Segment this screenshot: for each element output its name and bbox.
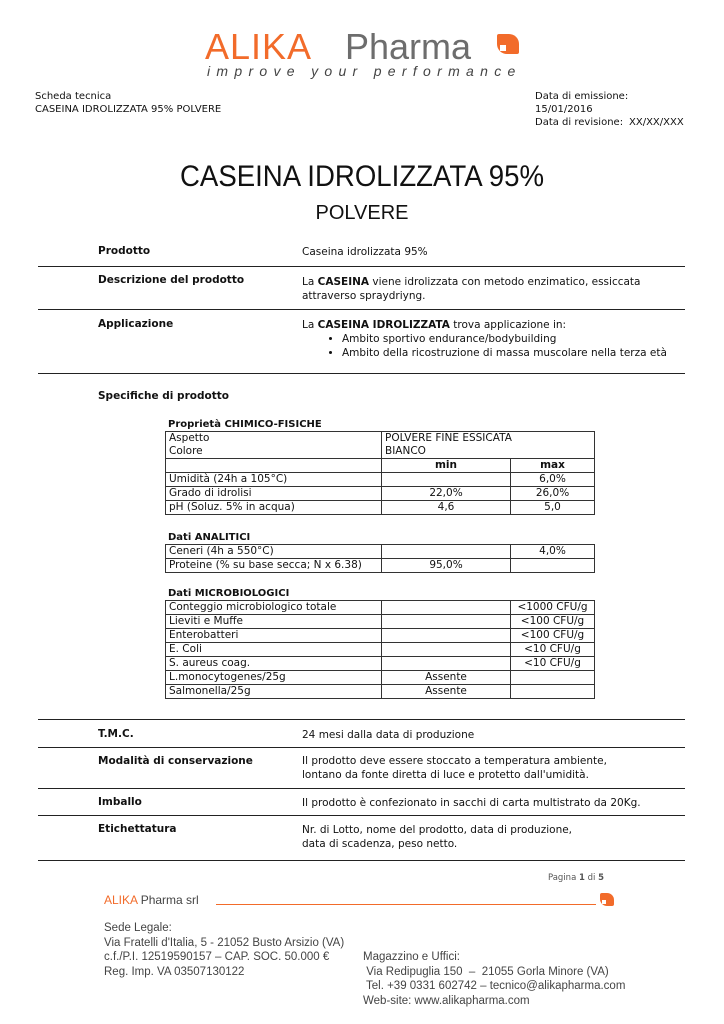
table-cell: Enterobatteri <box>166 629 382 643</box>
etichettatura-label: Etichettatura <box>98 823 177 835</box>
table-cell: Salmonella/25g <box>166 685 382 699</box>
emission-label: Data di emissione: <box>535 91 629 102</box>
revision-label: Data di revisione: <box>535 117 624 128</box>
table-cell <box>382 615 511 629</box>
divider <box>38 309 685 310</box>
footer-rule <box>216 904 596 905</box>
table-cell: 5,0 <box>511 501 595 515</box>
text <box>535 90 685 116</box>
page-title: CASEINA IDROLIZZATA 95% <box>179 160 545 193</box>
logo-brand: ALIKA <box>205 26 313 67</box>
text <box>535 116 685 129</box>
logo-tagline: improve your performance <box>207 63 522 79</box>
table-cell: 6,0% <box>511 473 595 487</box>
table-cell: Assente <box>382 685 511 699</box>
tmc-value: 24 mesi dalla data di produzione <box>302 729 475 741</box>
table-cell <box>166 432 382 459</box>
list-item: • Ambito sportivo endurance/bodybuilding <box>342 332 702 346</box>
chimico-title: Proprietà CHIMICO-FISICHE <box>168 419 322 430</box>
text: Aspetto <box>169 432 210 444</box>
table-cell: Umidità (24h a 105°C) <box>166 473 382 487</box>
table-row <box>166 629 595 643</box>
text: La <box>302 276 318 288</box>
analitici-table <box>165 544 595 573</box>
text <box>302 318 702 332</box>
text: La <box>302 319 318 331</box>
applicazione-label: Applicazione <box>98 318 174 330</box>
etichettatura-value <box>302 823 682 851</box>
imballo-label: Imballo <box>98 796 142 808</box>
text: Colore <box>169 445 203 457</box>
text: Nr. di Lotto, nome del prodotto, data di produzione, <box>302 824 573 836</box>
table-cell: Lieviti e Muffe <box>166 615 382 629</box>
chimico-table <box>165 431 595 515</box>
divider <box>38 719 685 720</box>
text: 5 <box>598 873 604 883</box>
text: 1 <box>578 873 585 883</box>
descrizione-label: Descrizione del prodotto <box>98 274 245 286</box>
applicazione-value <box>302 318 702 360</box>
text <box>166 432 595 459</box>
text <box>500 45 506 51</box>
divider <box>38 266 685 267</box>
table-cell: E. Coli <box>166 643 382 657</box>
table-cell: 4,6 <box>382 501 511 515</box>
table-cell <box>511 459 595 473</box>
table-row <box>166 657 595 671</box>
table-row <box>166 473 595 487</box>
table-cell: 4,0% <box>511 545 595 559</box>
conservazione-value <box>302 754 682 782</box>
text: Sede Legale: <box>104 922 172 934</box>
prodotto-value: Caseina idrolizzata 95% <box>302 246 428 258</box>
text <box>602 900 606 904</box>
page-number <box>520 873 604 883</box>
table-cell <box>166 459 382 473</box>
micro-table <box>165 600 595 699</box>
text: trova applicazione in: <box>449 319 567 331</box>
descrizione-value <box>302 275 662 303</box>
table-cell: Grado di idrolisi <box>166 487 382 501</box>
table-cell <box>382 473 511 487</box>
specifiche-heading: Specifiche di prodotto <box>98 390 229 402</box>
divider <box>38 747 685 748</box>
text: POLVERE FINE ESSICATA <box>385 432 512 444</box>
text: Via Fratelli d'Italia, 5 - 21052 Busto Arsizio (VA) <box>104 936 345 949</box>
text: ALIKA <box>104 893 138 907</box>
table-cell <box>382 601 511 615</box>
micro-title: Dati MICROBIOLOGICI <box>168 588 290 599</box>
table-cell: Ceneri (4h a 550°C) <box>166 545 382 559</box>
page-subtitle: POLVERE <box>315 202 409 224</box>
table-cell: 22,0% <box>382 487 511 501</box>
table-row <box>166 559 595 573</box>
footer-magazzino <box>363 921 625 1023</box>
table-row <box>166 545 595 559</box>
table-cell: 26,0% <box>511 487 595 501</box>
list-item: • Ambito della ricostruzione di massa muscolare nella terza età <box>342 346 702 360</box>
logo-leaf-icon <box>497 34 519 54</box>
tmc-label: T.M.C. <box>98 728 134 740</box>
text: di <box>584 873 599 883</box>
footer-leaf-icon <box>600 893 614 906</box>
divider <box>38 815 685 816</box>
table-cell: <100 CFU/g <box>511 615 595 629</box>
text: Web-site: www.alikapharma.com <box>363 994 530 1007</box>
text: Pagina <box>547 873 579 883</box>
text: Via Redipuglia 150 – 21055 Gorla Minore (VA) <box>363 965 609 978</box>
table-cell <box>382 432 595 459</box>
table-row <box>166 615 595 629</box>
table-row <box>166 685 595 699</box>
table-cell: Conteggio microbiologico totale <box>166 601 382 615</box>
footer-sede-legale <box>104 921 344 979</box>
table-cell: L.monocytogenes/25g <box>166 671 382 685</box>
table-cell <box>511 559 595 573</box>
doc-product: CASEINA IDROLIZZATA 95% POLVERE <box>35 104 222 115</box>
text: Reg. Imp. VA 03507130122 <box>104 965 245 978</box>
revision-date: XX/XX/XXX <box>629 117 684 128</box>
text: c.f./P.I. 12519590157 – CAP. SOC. 50.000 € <box>104 951 330 963</box>
table-cell: pH (Soluz. 5% in acqua) <box>166 501 382 515</box>
prodotto-label: Prodotto <box>98 245 151 257</box>
emission-date: 15/01/2016 <box>535 104 593 115</box>
doc-type: Scheda tecnica <box>35 91 112 102</box>
table-cell: Assente <box>382 671 511 685</box>
text <box>166 601 595 699</box>
table-row <box>166 501 595 515</box>
text: Tel. +39 0331 602742 – tecnico@alikapharma.com <box>363 980 626 992</box>
footer-company <box>104 893 199 908</box>
table-row <box>166 487 595 501</box>
imballo-value: Il prodotto è confezionato in sacchi di carta multistrato da 20Kg. <box>302 797 641 809</box>
table-row <box>166 643 595 657</box>
text <box>166 432 595 515</box>
text <box>302 332 702 360</box>
table-cell: S. aureus coag. <box>166 657 382 671</box>
text: data di scadenza, peso netto. <box>302 838 458 850</box>
text: viene idrolizzata con metodo enzimatico, essiccata attraverso spraydriyng. <box>302 276 641 302</box>
text: lontano da fonte diretta di luce e protetto dall'umidità. <box>302 769 589 781</box>
text <box>166 459 595 473</box>
table-cell: 95,0% <box>382 559 511 573</box>
table-cell <box>382 459 511 473</box>
logo-brand-pharma: Pharma <box>345 26 472 67</box>
text <box>166 545 595 573</box>
table-cell <box>511 671 595 685</box>
text: BIANCO <box>385 445 426 457</box>
table-cell: <100 CFU/g <box>511 629 595 643</box>
text: Pharma srl <box>140 893 199 907</box>
header-dates <box>535 90 685 129</box>
conservazione-label: Modalità di conservazione <box>98 755 253 767</box>
text: CASEINA <box>317 276 370 288</box>
table-row <box>166 601 595 615</box>
table-cell <box>382 657 511 671</box>
header-left <box>35 90 221 116</box>
divider <box>38 373 685 374</box>
table-cell: <1000 CFU/g <box>511 601 595 615</box>
table-cell: <10 CFU/g <box>511 657 595 671</box>
text: Il prodotto deve essere stoccato a temperatura ambiente, <box>302 755 607 767</box>
divider <box>38 860 685 861</box>
table-cell <box>511 685 595 699</box>
table-cell <box>382 643 511 657</box>
table-cell: <10 CFU/g <box>511 643 595 657</box>
table-cell <box>382 545 511 559</box>
table-row <box>166 671 595 685</box>
text: min <box>434 459 457 471</box>
text: CASEINA IDROLIZZATA <box>317 319 450 331</box>
company-logo <box>205 26 525 81</box>
text: Magazzino e Uffici: <box>363 951 460 963</box>
analitici-title: Dati ANALITICI <box>168 532 251 543</box>
table-cell: Proteine (% su base secca; N x 6.38) <box>166 559 382 573</box>
divider <box>38 788 685 789</box>
text: max <box>540 459 565 471</box>
table-cell <box>382 629 511 643</box>
